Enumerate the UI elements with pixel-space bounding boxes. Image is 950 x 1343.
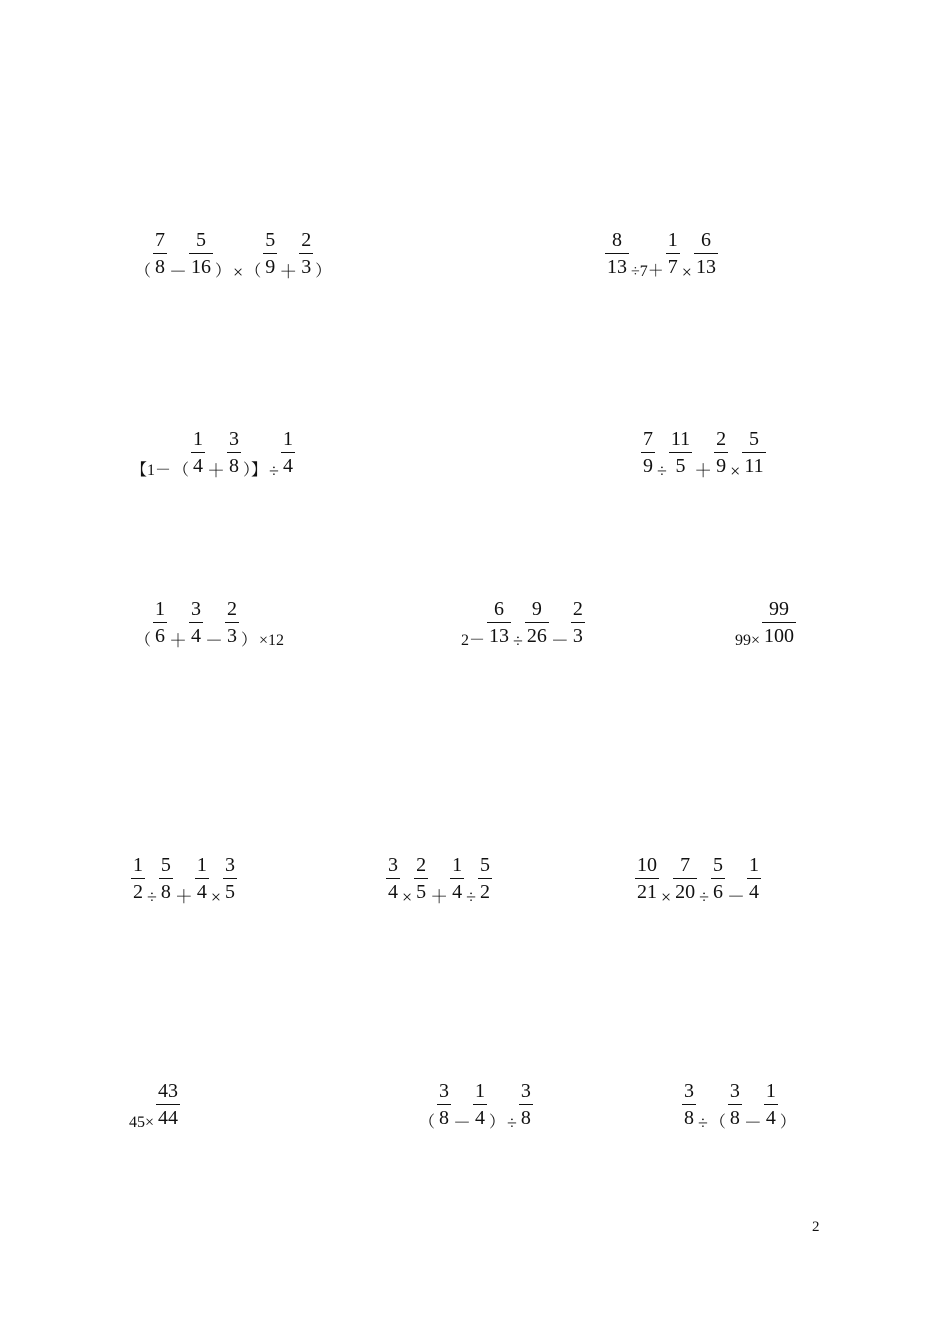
operator: －	[205, 631, 224, 651]
denominator: 9	[265, 256, 276, 278]
denominator: 9	[716, 455, 727, 477]
denominator: 4	[193, 455, 204, 477]
fraction	[153, 596, 167, 649]
fraction	[669, 426, 692, 479]
denominator: 4	[765, 1107, 776, 1129]
numerator: 1	[282, 428, 293, 450]
numerator: 5	[480, 854, 491, 876]
denominator: 3	[572, 625, 583, 647]
fraction	[153, 227, 167, 280]
denominator: 100	[764, 625, 795, 647]
operator: ÷	[657, 461, 667, 481]
fraction	[641, 426, 655, 479]
numerator: 2	[572, 598, 583, 620]
operator: ×	[233, 262, 244, 282]
operator: （	[419, 1114, 436, 1131]
denominator: 7	[667, 256, 678, 278]
fraction	[747, 852, 761, 905]
fraction	[195, 852, 209, 905]
fraction	[605, 227, 629, 280]
numerator: 43	[158, 1080, 179, 1102]
fraction	[478, 852, 492, 905]
denominator: 13	[489, 625, 510, 647]
operator: 2－	[461, 632, 486, 649]
denominator: 8	[160, 881, 171, 903]
operator: ＋	[430, 887, 449, 907]
numerator: 1	[196, 854, 207, 876]
operator: ＋	[169, 631, 188, 651]
denominator: 16	[191, 256, 212, 278]
denominator: 21	[637, 881, 657, 903]
numerator: 5	[160, 854, 171, 876]
denominator: 5	[675, 455, 686, 477]
numerator: 2	[416, 854, 427, 876]
operator: ）	[779, 1114, 796, 1131]
denominator: 5	[416, 881, 427, 903]
operator: ×	[681, 262, 692, 282]
operator: （	[245, 263, 262, 280]
operator: －	[550, 631, 569, 651]
fraction	[764, 1078, 778, 1131]
denominator: 8	[520, 1107, 531, 1129]
fraction	[414, 852, 428, 905]
numerator: 9	[531, 598, 542, 620]
numerator: 3	[439, 1080, 450, 1102]
numerator: 11	[670, 428, 691, 450]
denominator: 13	[695, 256, 716, 278]
operator: （	[135, 263, 152, 280]
operator: ÷	[698, 1113, 708, 1133]
operator: 【1－	[131, 462, 172, 479]
fraction	[281, 426, 295, 479]
denominator: 8	[229, 455, 240, 477]
operator: ）	[215, 263, 232, 280]
denominator: 4	[196, 881, 207, 903]
numerator: 5	[265, 229, 276, 251]
operator: －	[743, 1113, 762, 1133]
fraction	[694, 227, 718, 280]
operator: －	[169, 262, 188, 282]
denominator: 4	[452, 881, 463, 903]
operator: （	[173, 462, 190, 479]
fraction	[131, 852, 145, 905]
problem-11	[128, 1078, 181, 1133]
fraction	[487, 596, 511, 649]
numerator: 2	[301, 229, 312, 251]
fraction	[159, 852, 173, 905]
fraction	[762, 596, 796, 649]
fraction	[711, 852, 725, 905]
problem-5	[134, 596, 285, 651]
numerator: 7	[680, 854, 691, 876]
problem-2	[604, 227, 719, 282]
fraction	[525, 596, 549, 649]
fraction	[386, 852, 400, 905]
fraction	[189, 596, 203, 649]
denominator: 26	[526, 625, 547, 647]
operator: ×	[730, 461, 741, 481]
numerator: 8	[612, 229, 622, 251]
operator: （	[709, 1114, 726, 1131]
operator: ）	[241, 632, 258, 649]
numerator: 6	[494, 598, 505, 620]
numerator: 5	[196, 229, 207, 251]
denominator: 11	[744, 455, 764, 477]
operator: 99×	[735, 632, 761, 649]
denominator: 2	[480, 881, 491, 903]
denominator: 4	[749, 881, 760, 903]
operator: ）】	[243, 462, 268, 479]
operator: ÷7＋	[631, 263, 664, 280]
fraction	[437, 1078, 451, 1131]
operator: （	[135, 632, 152, 649]
denominator: 8	[684, 1107, 694, 1129]
operator: ÷	[699, 887, 710, 907]
denominator: 9	[643, 455, 653, 477]
denominator: 3	[301, 256, 312, 278]
numerator: 5	[713, 854, 724, 876]
numerator: 1	[765, 1080, 776, 1102]
problem-4	[640, 426, 767, 481]
denominator: 4	[191, 625, 202, 647]
numerator: 5	[748, 428, 759, 450]
numerator: 2	[227, 598, 238, 620]
fraction	[742, 426, 765, 479]
denominator: 6	[713, 881, 724, 903]
fraction	[227, 426, 241, 479]
numerator: 1	[133, 854, 143, 876]
denominator: 8	[729, 1107, 740, 1129]
fraction	[673, 852, 697, 905]
denominator: 3	[227, 625, 238, 647]
numerator: 3	[729, 1080, 740, 1102]
problem-8	[130, 852, 238, 907]
operator: ÷	[269, 461, 279, 481]
fraction	[189, 227, 213, 280]
numerator: 7	[155, 229, 166, 251]
operator: ×	[210, 887, 222, 907]
fraction	[473, 1078, 487, 1131]
fraction	[666, 227, 680, 280]
numerator: 3	[684, 1080, 694, 1102]
denominator: 44	[158, 1107, 179, 1129]
problem-9	[385, 852, 493, 907]
fraction	[225, 596, 239, 649]
operator: ×	[402, 887, 413, 907]
operator: ＋	[694, 461, 713, 481]
operator: ÷	[466, 887, 477, 907]
operator: ＋	[279, 262, 298, 282]
fraction	[223, 852, 237, 905]
problem-1	[134, 227, 332, 282]
numerator: 1	[749, 854, 760, 876]
numerator: 6	[700, 229, 711, 251]
denominator: 8	[155, 256, 166, 278]
fraction	[191, 426, 205, 479]
numerator: 1	[193, 428, 204, 450]
numerator: 2	[716, 428, 727, 450]
denominator: 4	[388, 881, 398, 903]
operator: ×12	[259, 632, 285, 649]
numerator: 1	[452, 854, 463, 876]
fraction	[635, 852, 659, 905]
fraction	[519, 1078, 533, 1131]
denominator: 4	[475, 1107, 486, 1129]
fraction	[682, 1078, 696, 1131]
problem-13	[681, 1078, 797, 1133]
problem-7	[734, 596, 797, 651]
fraction	[156, 1078, 180, 1131]
fraction	[299, 227, 313, 280]
denominator: 6	[155, 625, 166, 647]
operator: ）	[489, 1114, 506, 1131]
fraction	[450, 852, 464, 905]
operator: ×	[661, 887, 672, 907]
fraction	[714, 426, 728, 479]
numerator: 99	[769, 598, 790, 620]
operator: －	[453, 1113, 472, 1133]
problem-6	[460, 596, 586, 651]
numerator: 3	[229, 428, 240, 450]
denominator: 13	[607, 256, 627, 278]
fraction	[728, 1078, 742, 1131]
denominator: 4	[282, 455, 293, 477]
numerator: 7	[643, 428, 653, 450]
operator: ＋	[174, 887, 193, 907]
operator: ＋	[207, 461, 226, 481]
numerator: 10	[637, 854, 657, 876]
numerator: 3	[225, 854, 236, 876]
operator: －	[727, 887, 746, 907]
problem-12	[418, 1078, 534, 1133]
problem-3	[130, 426, 296, 481]
operator: 45×	[129, 1114, 155, 1131]
numerator: 3	[520, 1080, 531, 1102]
denominator: 20	[675, 881, 696, 903]
fraction	[263, 227, 277, 280]
numerator: 1	[475, 1080, 486, 1102]
operator: ）	[315, 263, 332, 280]
operator: ÷	[513, 631, 523, 651]
operator: ÷	[147, 887, 157, 907]
denominator: 5	[225, 881, 236, 903]
numerator: 3	[191, 598, 202, 620]
denominator: 2	[133, 881, 143, 903]
numerator: 1	[155, 598, 166, 620]
operator: ÷	[507, 1113, 517, 1133]
problem-10	[634, 852, 762, 907]
page-number: 2	[812, 1219, 820, 1235]
fraction	[571, 596, 585, 649]
denominator: 8	[439, 1107, 450, 1129]
numerator: 3	[388, 854, 398, 876]
numerator: 1	[667, 229, 678, 251]
